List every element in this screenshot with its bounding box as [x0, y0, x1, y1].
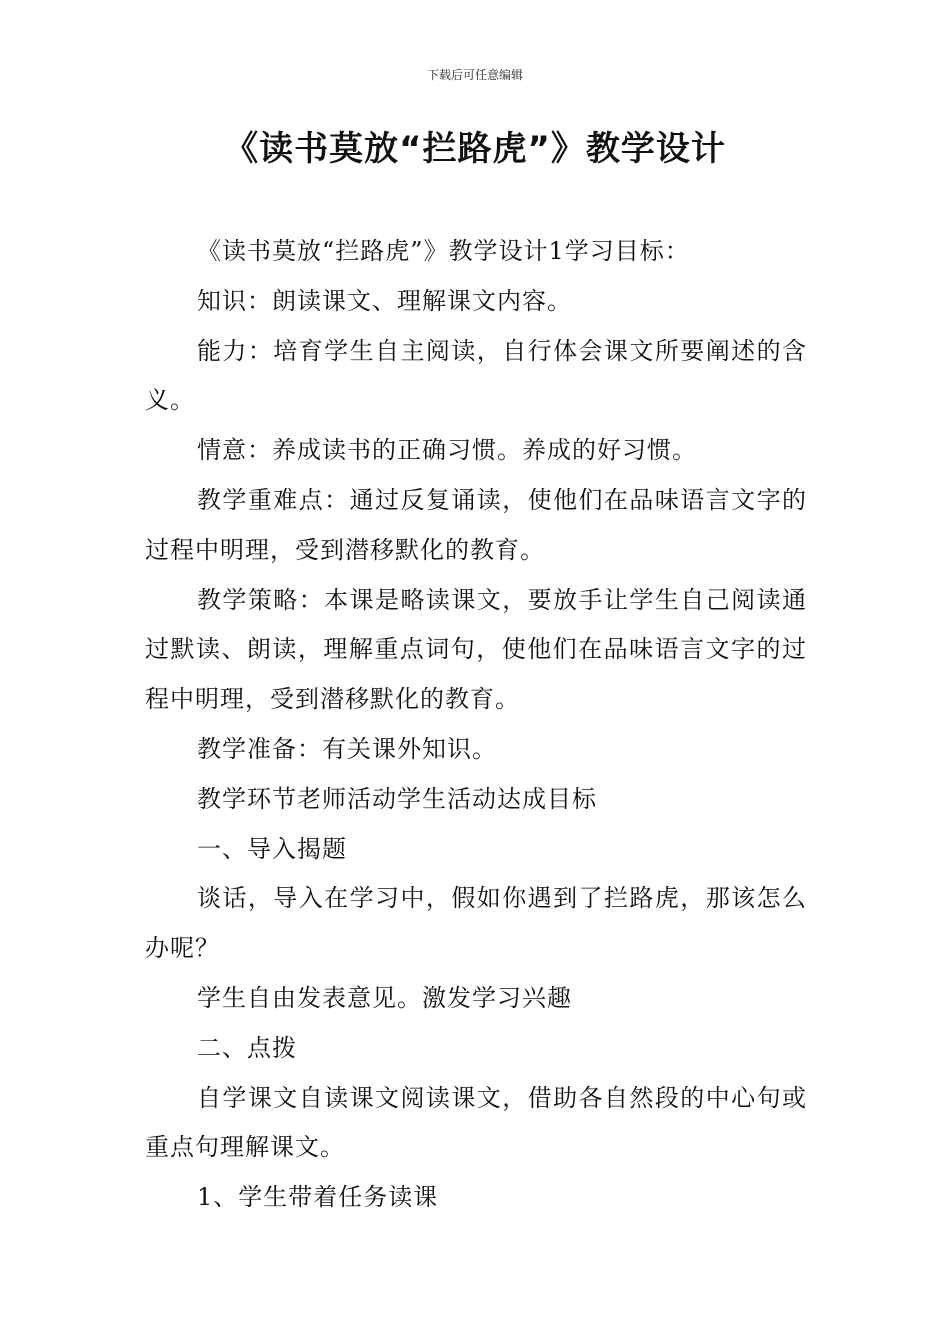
paragraph-table-header: 教学环节老师活动学生活动达成目标 [197, 784, 597, 813]
paragraph-intro-talk: 谈话，导入在学习中，假如你遇到了拦路虎，那该怎么办呢？ [145, 884, 807, 963]
paragraph-key-difficulties: 教学重难点：通过反复诵读，使他们在品味语言文字的过程中明理，受到潜移默化的教育。 [145, 485, 807, 564]
document-body [145, 227, 807, 1223]
paragraph-strategy: 教学策略：本课是略读课文，要放手让学生自己阅读通过默读、朗读，理解重点词句，使他们在品味语言文字的过程中明理，受到潜移默化的教育。 [145, 585, 807, 714]
paragraph-objectives-heading: 《读书莫放“拦路虎”》教学设计1学习目标： [197, 237, 690, 265]
paragraph-task-reading: 1、学生带着任务读课 [197, 1183, 439, 1212]
paragraph-section-1: 一、导入揭题 [197, 834, 347, 863]
paragraph-ability: 能力：培育学生自主阅读，自行体会课文所要阐述的含义。 [145, 336, 807, 415]
paragraph-preparation: 教学准备：有关课外知识。 [197, 734, 497, 763]
paragraph-emotion: 情意：养成读书的正确习惯。养成的好习惯。 [197, 436, 697, 465]
paragraph-self-study: 自学课文自读课文阅读课文，借助各自然段的中心句或重点句理解课文。 [145, 1083, 807, 1162]
paragraph-knowledge: 知识：朗读课文、理解课文内容。 [197, 286, 572, 315]
paragraph-section-2: 二、点拨 [197, 1033, 297, 1062]
header-note: 下载后可任意编辑 [426, 68, 523, 82]
document-title: 《读书莫放“拦路虎”》教学设计 [224, 129, 726, 169]
paragraph-student-opinions: 学生自由发表意见。激发学习兴趣 [197, 983, 572, 1012]
